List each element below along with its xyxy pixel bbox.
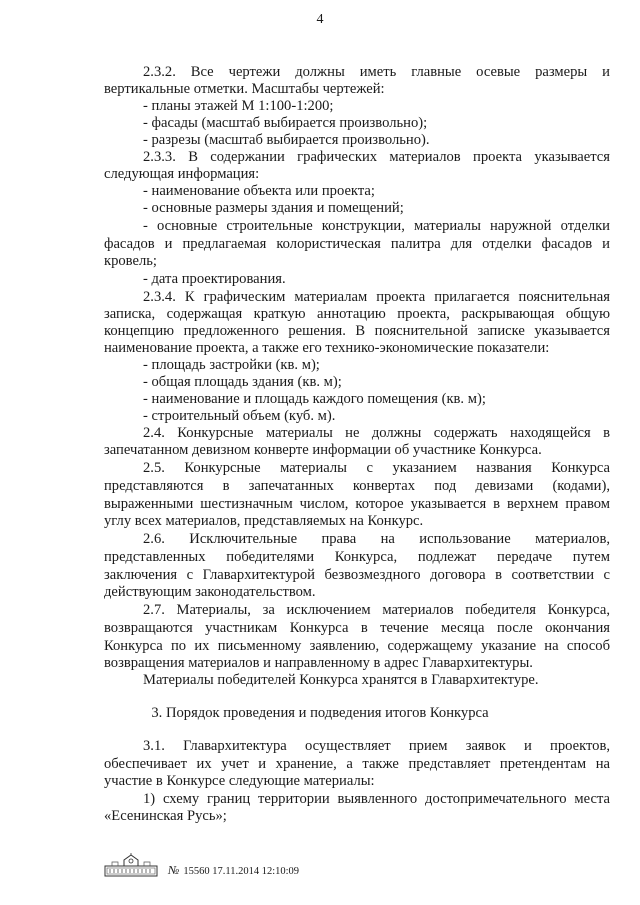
- registration-text: 15560 17.11.2014 12:10:09: [183, 866, 300, 877]
- text-line: 3.1. Главархитектура осуществляет прием заявок и проектов,: [143, 738, 610, 754]
- text-line: - площадь застройки (кв. м);: [143, 357, 320, 373]
- text-line: - фасады (масштаб выбирается произвольно);: [143, 115, 428, 131]
- text-line: концепцию предложенного решения. В пояснительной записке указывается: [104, 323, 610, 339]
- text-line: 2.3.3. В содержании графических материалов проекта указывается: [143, 149, 610, 165]
- text-line: кровель;: [104, 253, 157, 269]
- seal-logo-icon: [104, 852, 158, 878]
- footer-registration: [168, 864, 299, 878]
- text-line: действующим законодательством.: [104, 584, 316, 600]
- text-line: 2.4. Конкурсные материалы не должны содержать находящейся в: [143, 425, 610, 441]
- text-line: обеспечивает их учет и хранение, а также представляет претендентам на: [104, 756, 610, 772]
- text-line: - дата проектирования.: [143, 271, 286, 287]
- text-line: - строительный объем (куб. м).: [143, 408, 336, 424]
- text-line: наименование проекта, а также его технико-экономические показатели:: [104, 340, 550, 356]
- text-line: углу всех материалов, представляемых на Конкурс.: [104, 513, 424, 529]
- text-line: - планы этажей М 1:100-1:200;: [143, 98, 334, 114]
- text-line: 2.5. Конкурсные материалы с указанием названия Конкурса: [143, 460, 610, 476]
- text-line: следующая информация:: [104, 166, 260, 182]
- text-line: записка, содержащая краткую аннотацию проекта, раскрывающая общую: [104, 306, 610, 322]
- text-line: Материалы победителей Конкурса хранятся в Главархитектуре.: [143, 672, 539, 688]
- text-line: представленных победителями Конкурса, подлежат передаче путем: [104, 549, 610, 565]
- text-line: 2.7. Материалы, за исключением материалов победителя Конкурса,: [143, 602, 610, 618]
- text-line: - общая площадь здания (кв. м);: [143, 374, 342, 390]
- text-line: представляются в запечатанных конвертах под девизами (кодами),: [104, 478, 610, 494]
- text-line: - основные размеры здания и помещений;: [143, 200, 404, 216]
- section-heading: 3. Порядок проведения и подведения итогов Конкурса: [151, 705, 489, 721]
- text-line: возвращаются участникам Конкурса в течение месяца после окончания: [104, 620, 610, 636]
- text-line: - основные строительные конструкции, материалы наружной отделки: [143, 218, 610, 234]
- page-number: 4: [316, 12, 324, 27]
- text-line: фасадов и предлагаемая колористическая палитра для отделки фасадов и: [104, 236, 610, 252]
- text-line: вертикальные отметки. Масштабы чертежей:: [104, 81, 385, 97]
- text-line: - разрезы (масштаб выбирается произвольно).: [143, 132, 430, 148]
- text-line: заключения с Главархитектурой безвозмездного договора в соответствии с: [104, 567, 610, 583]
- number-sign: №: [168, 863, 180, 877]
- text-line: 2.6. Исключительные права на использование материалов,: [143, 531, 610, 547]
- text-line: запечатанном девизном конверте информации об участнике Конкурса.: [104, 442, 542, 458]
- text-line: 2.3.2. Все чертежи должны иметь главные осевые размеры и: [143, 64, 610, 80]
- text-line: - наименование и площадь каждого помещения (кв. м);: [143, 391, 486, 407]
- text-line: 1) схему границ территории выявленного достопримечательного места: [143, 791, 610, 807]
- text-line: выраженными шестизначным числом, которое указывается в верхнем правом: [104, 496, 610, 512]
- text-line: - наименование объекта или проекта;: [143, 183, 375, 199]
- text-line: участие в Конкурсе следующие материалы:: [104, 773, 375, 789]
- text-line: возвращения материалов и направленному в адрес Главархитектуры.: [104, 655, 533, 671]
- text-line: Конкурса по их письменному заявлению, содержащему указание на способ: [104, 638, 610, 654]
- text-line: «Есенинская Русь»;: [104, 808, 227, 824]
- text-line: 2.3.4. К графическим материалам проекта прилагается пояснительная: [143, 289, 610, 305]
